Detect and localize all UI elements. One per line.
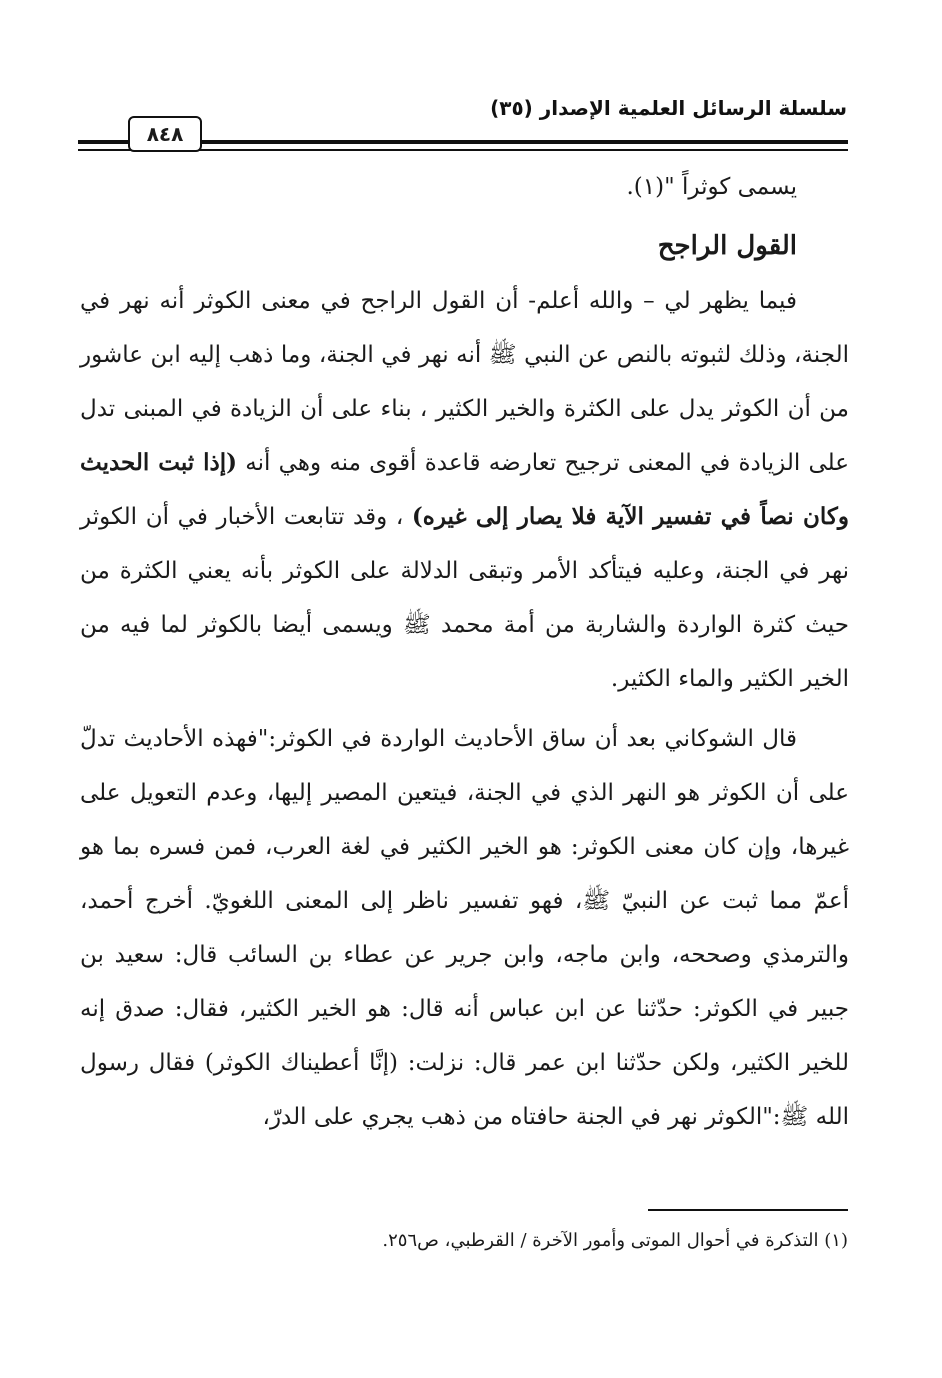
continuation-line: يسمى كوثراً "(١). xyxy=(626,174,797,200)
paragraph-1 xyxy=(80,274,849,706)
series-title: سلسلة الرسائل العلمية الإصدار (٣٥) xyxy=(490,96,847,120)
body-text xyxy=(80,160,849,1144)
paragraph-2: قال الشوكاني بعد أن ساق الأحاديث الواردة في الكوثر:"فهذه الأحاديث تدلّ على أن الكوثر هو النهر الذي في الجنة، فيتعين المصير إليها، وعدم التعويل على غيرها، وإن كان معنى الكوثر: هو الخير الكثير في لغة العرب، فمن فسره بما هو أعمّ مما ثبت عن النبيّ ﷺ، فهو تفسير ناظر إلى المعنى اللغويّ. أخرج أحمد، والترمذي وصححه، وابن ماجه، وابن جرير عن عطاء بن السائب قال: سعيد بن جبير في الكوثر: حدّثنا عن ابن عباس أنه قال: هو الخير الكثير، فقال: صدق إنه للخير الكثير، ولكن حدّثنا ابن عمر قال: نزلت: (إنَّا أعطيناك الكوثر) فقال رسول الله ﷺ:"الكوثر نهر في الجنة حافتاه من ذهب يجري على الدرّ، xyxy=(80,726,849,1130)
section-heading: القول الراجح xyxy=(657,231,797,261)
paragraph-1-part-a: فيما يظهر لي – والله أعلم- أن القول الراجح في معنى الكوثر أنه نهر في الجنة، وذلك لثبوته بالنص عن النبي ﷺ أنه نهر في الجنة، وما ذهب إليه ابن عاشور من أن الكوثر يدل على الكثرة والخير الكثير ، بناء على أن الزيادة في المبنى تدل على الزيادة في المعنى ترجيح تعارضه قاعدة أقوى منه وهي أنه xyxy=(80,288,850,476)
paragraph-1-bold-rule: (إذا ثبت الحديث وكان نصاً في تفسير الآية فلا يصار إلى غيره) xyxy=(80,449,849,530)
page-number: ٨٤٨ xyxy=(128,116,202,152)
paragraph-1-part-b: ، وقد تتابعت الأخبار في أن الكوثر نهر في الجنة، وعليه فيتأكد الأمر وتبقى الدلالة على الكوثر بأنه يعني الكثرة من حيث كثرة الواردة والشاربة من أمة محمد ﷺ ويسمى أيضا بالكوثر لما فيه من الخير الكثير والماء الكثير. xyxy=(80,504,849,692)
footnote-separator xyxy=(648,1209,848,1211)
footnote: (١) التذكرة في أحوال الموتى وأمور الآخرة / القرطبي، ص٢٥٦. xyxy=(382,1230,848,1251)
